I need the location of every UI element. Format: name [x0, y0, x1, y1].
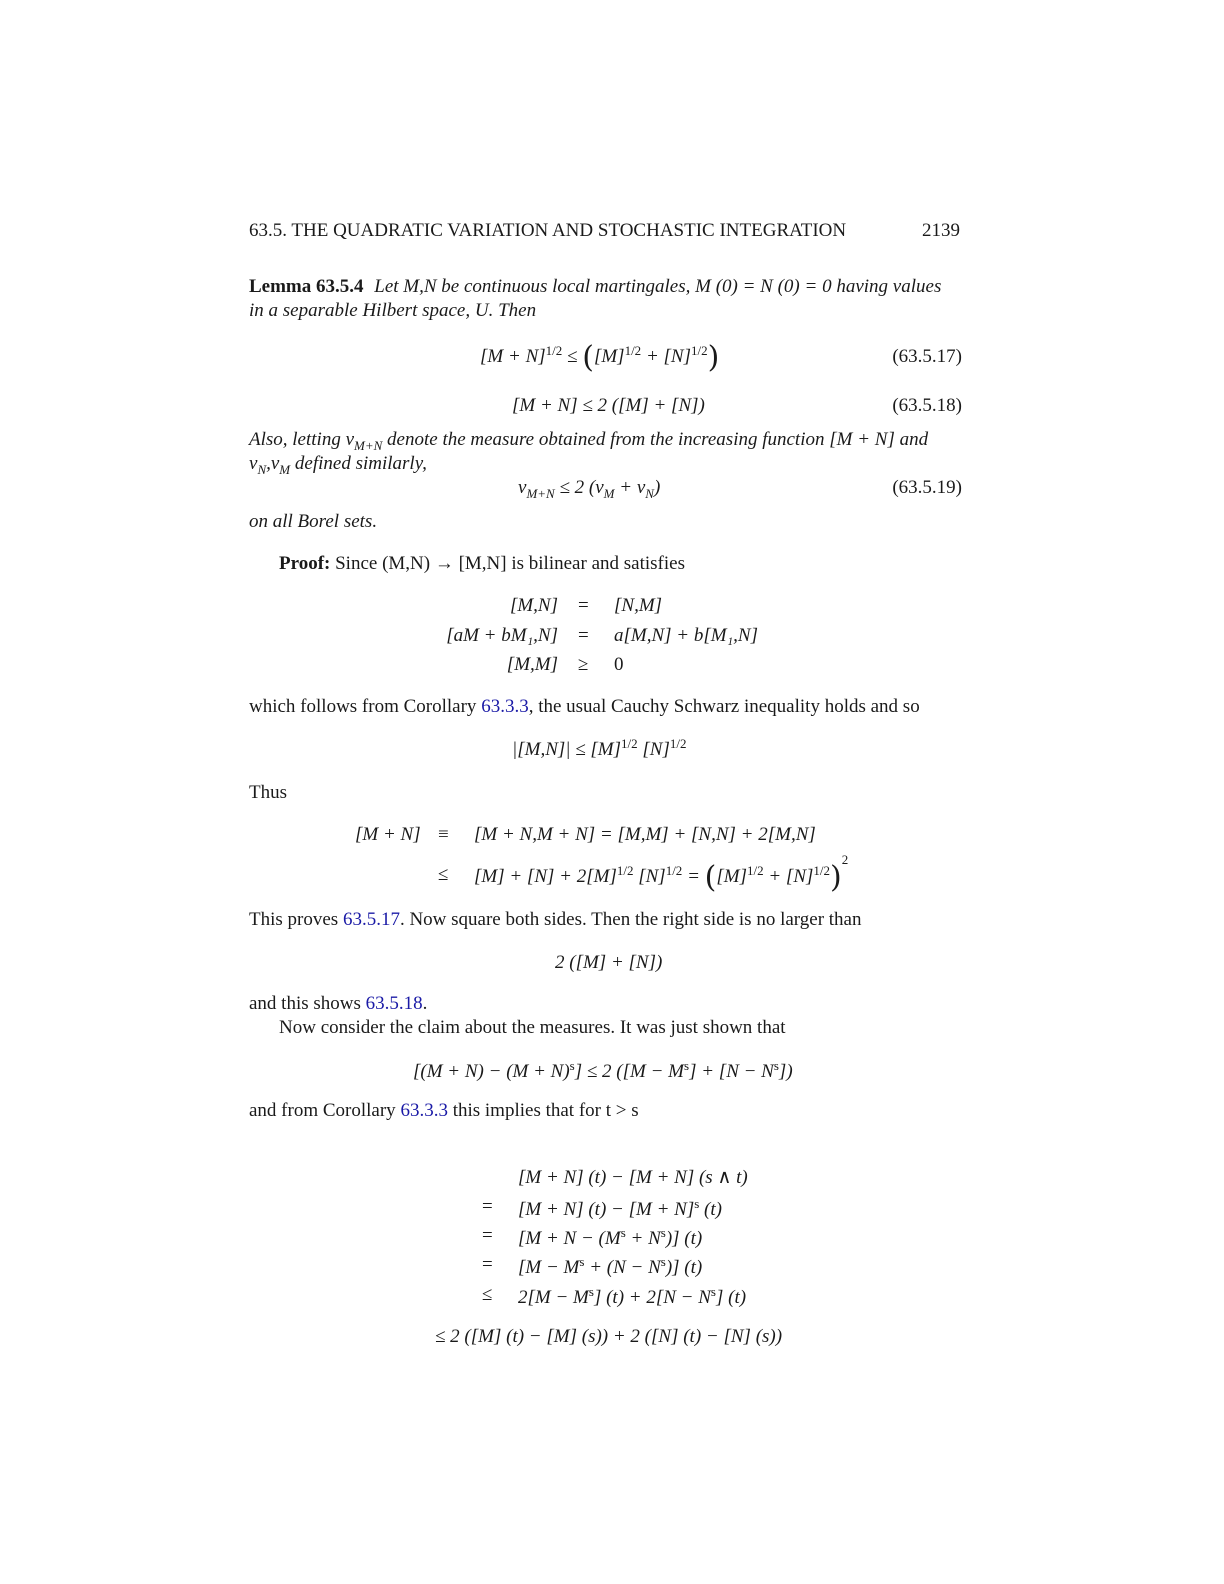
system-lhs-3: [M,M] [506, 654, 558, 675]
final-inequality: ≤ 2 ([M] (t) − [M] (s)) + 2 ([N] (t) − [N] (s)) [435, 1326, 783, 1347]
running-header [249, 220, 846, 242]
system-rel-1: = [578, 595, 589, 616]
system-rhs-2: a[M,N] + b[M₁,N] [614, 625, 759, 646]
system-rel-2: = [578, 625, 589, 646]
equation-number-63-5-17: (63.5.17) [892, 346, 962, 367]
system-rhs-1: [N,M] [614, 595, 663, 616]
proof-line-4: and this shows 63.5.18. [249, 993, 428, 1014]
corollary-link-63-3-3[interactable]: 63.3.3 [481, 696, 529, 717]
proof-line-2: which follows from Corollary 63.3.3, the usual Cauchy Schwarz inequality holds and so [249, 696, 920, 717]
chain-rel-1: ≡ [438, 824, 449, 845]
lemma-borel-line: on all Borel sets. [249, 511, 378, 532]
final-rel-4: = [482, 1254, 493, 1275]
system-rhs-3: 0 [614, 654, 624, 675]
two-sum-equation: 2 ([M] + [N]) [555, 952, 663, 973]
system-lhs-2: [aM + bM₁,N] [446, 625, 558, 646]
corollary-link-63-3-3-second[interactable]: 63.3.3 [400, 1100, 448, 1121]
chain-rhs-1: [M + N,M + N] = [M,M] + [N,N] + 2[M,N] [474, 824, 816, 845]
chain-lhs: [M + N] [355, 824, 421, 845]
final-chain-row-4: $[M - M^s + (N - N^s)]$ (t) [518, 1254, 703, 1278]
lemma-line-1 [249, 276, 941, 298]
proof-line-6: and from Corollary 63.3.3 this implies that for t > s [249, 1100, 639, 1121]
lemma-also-line-2: $\nu_N,\nu_M$ defined similarly, [249, 453, 427, 477]
final-rel-2: = [482, 1196, 493, 1217]
final-chain-row-2: [M + N] $(t) - [M + N]^s$ (t) [518, 1196, 722, 1220]
proof-label: Proof: [279, 553, 331, 574]
proof-line-5: Now consider the claim about the measures. It was just shown that [279, 1017, 786, 1038]
cauchy-schwarz-equation: $|[M,N]| \le [M]^{1/2}$ $[N]^{1/2}$ [512, 736, 687, 760]
thus-text: Thus [249, 782, 287, 803]
lemma-statement-1: Let M,N be continuous local martingales, M (0) = N (0) = 0 having values [374, 276, 942, 297]
equation-63-5-18: [M + N] ≤ 2 ([M] + [N]) [512, 395, 705, 416]
equation-number-63-5-18: (63.5.18) [892, 395, 962, 416]
lemma-line-2: in a separable Hilbert space, U. Then [249, 300, 537, 321]
page-number: 2139 [922, 220, 960, 241]
system-lhs-1: [M,N] [509, 595, 558, 616]
equation-63-5-19: $\nu_{M+N} \le 2$ $(\nu_M + \nu_N)$ [518, 477, 661, 501]
equation-number-63-5-19: (63.5.19) [892, 477, 962, 498]
final-rel-5: ≤ [482, 1284, 493, 1305]
section-title: 63.5. THE QUADRATIC VARIATION AND STOCHASTIC INTEGRATION [249, 220, 847, 241]
lemma-label: Lemma 63.5.4 [249, 276, 364, 297]
proof-line-3: This proves 63.5.17. Now square both sides. Then the right side is no larger than [249, 909, 862, 930]
lemma-also-line-1: Also, letting $\nu_{M+N}$ denote the measure obtained from the increasing function [M + N] and [249, 429, 929, 453]
equation-63-5-17: $[M + N]^{1/2} \le ([M]^{1/2} + [N]^{1/2})$ [480, 340, 720, 375]
shifted-difference-equation: $[(M + N) - (M + N)^s] \le 2$ $([M - M^s] + [N - N^s])$ [413, 1058, 793, 1082]
system-rel-3: ≥ [578, 654, 589, 675]
final-chain-row-3: $[M + N - (M^s + N^s)]$ (t) [518, 1225, 703, 1249]
final-chain-row-1: [M + N] (t) − [M + N] (s ∧ t) [518, 1167, 748, 1188]
proof-line-1: Proof: Since (M,N) → [M,N] is bilinear and satisfies [279, 553, 685, 574]
chain-rhs-2: $[M] + [N] + 2[M]^{1/2}$ $[N]^{1/2} = ([M]^{1/2} + [N]^{1/2})^2$ [474, 852, 849, 895]
final-chain-row-5: $2[M - M^s]$ $(t) + 2[N - N^s]$ (t) [518, 1284, 747, 1308]
equation-link-63-5-18[interactable]: 63.5.18 [365, 993, 423, 1014]
final-rel-3: = [482, 1225, 493, 1246]
equation-link-63-5-17[interactable]: 63.5.17 [342, 909, 400, 930]
chain-rel-2: ≤ [438, 864, 449, 885]
